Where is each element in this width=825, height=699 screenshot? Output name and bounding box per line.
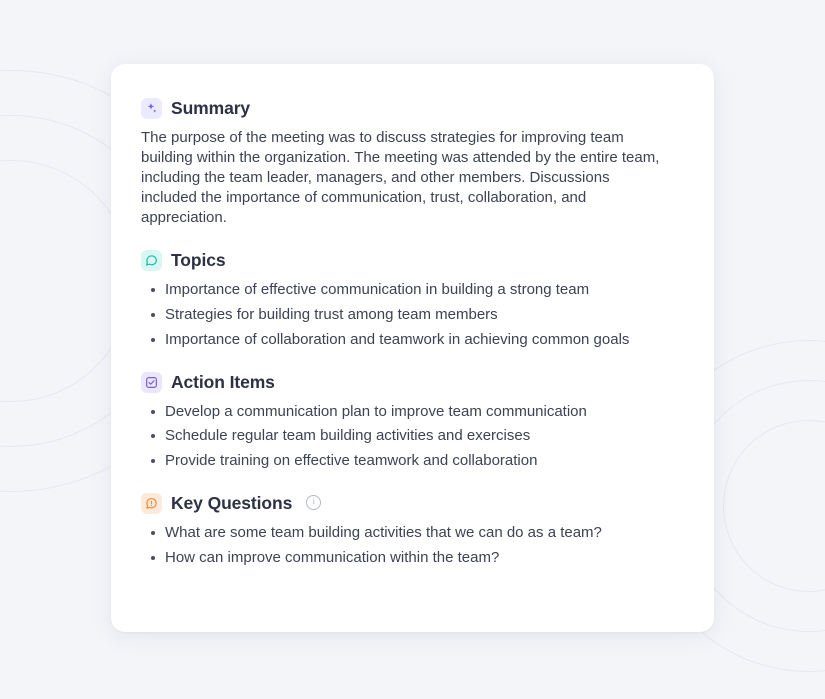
section-action-items-header xyxy=(141,372,684,393)
section-summary-header xyxy=(141,98,684,119)
chat-bubble-icon xyxy=(141,250,162,271)
section-key-questions-header xyxy=(141,493,684,514)
list-item: Schedule regular team building activities and exercises xyxy=(141,426,684,446)
section-topics-header xyxy=(141,250,684,271)
section-key-questions xyxy=(141,493,684,568)
section-action-items xyxy=(141,372,684,472)
decorative-ring xyxy=(723,420,825,592)
list-item: Provide training on effective teamwork and collaboration xyxy=(141,451,684,471)
action-items-list xyxy=(141,402,684,472)
key-questions-list xyxy=(141,523,684,568)
question-bubble-icon xyxy=(141,493,162,514)
section-title: Summary xyxy=(171,98,251,118)
list-item: Importance of collaboration and teamwork in achieving common goals xyxy=(141,330,684,350)
list-item: Strategies for building trust among team members xyxy=(141,305,684,325)
info-icon[interactable]: i xyxy=(306,495,321,510)
topics-list xyxy=(141,280,684,350)
summary-text: The purpose of the meeting was to discuss strategies for improving team building within the organization. The meeting was attended by the entire team, including the team leader, managers, and other members. Discussions included the importance of communication, trust, collaboration, and appreciation. xyxy=(141,129,660,226)
list-item: How can improve communication within the team? xyxy=(141,548,684,568)
section-summary xyxy=(141,98,684,228)
list-item: Importance of effective communication in building a strong team xyxy=(141,280,684,300)
section-title: Topics xyxy=(171,249,226,270)
list-item: Develop a communication plan to improve team communication xyxy=(141,402,684,422)
checkbox-icon xyxy=(141,372,162,393)
meeting-notes-card xyxy=(111,64,714,632)
section-title: Action Items xyxy=(171,371,275,392)
sparkle-icon xyxy=(141,98,162,119)
list-item: What are some team building activities that we can do as a team? xyxy=(141,523,684,543)
section-topics xyxy=(141,250,684,350)
section-title: Key Questions xyxy=(171,493,293,514)
